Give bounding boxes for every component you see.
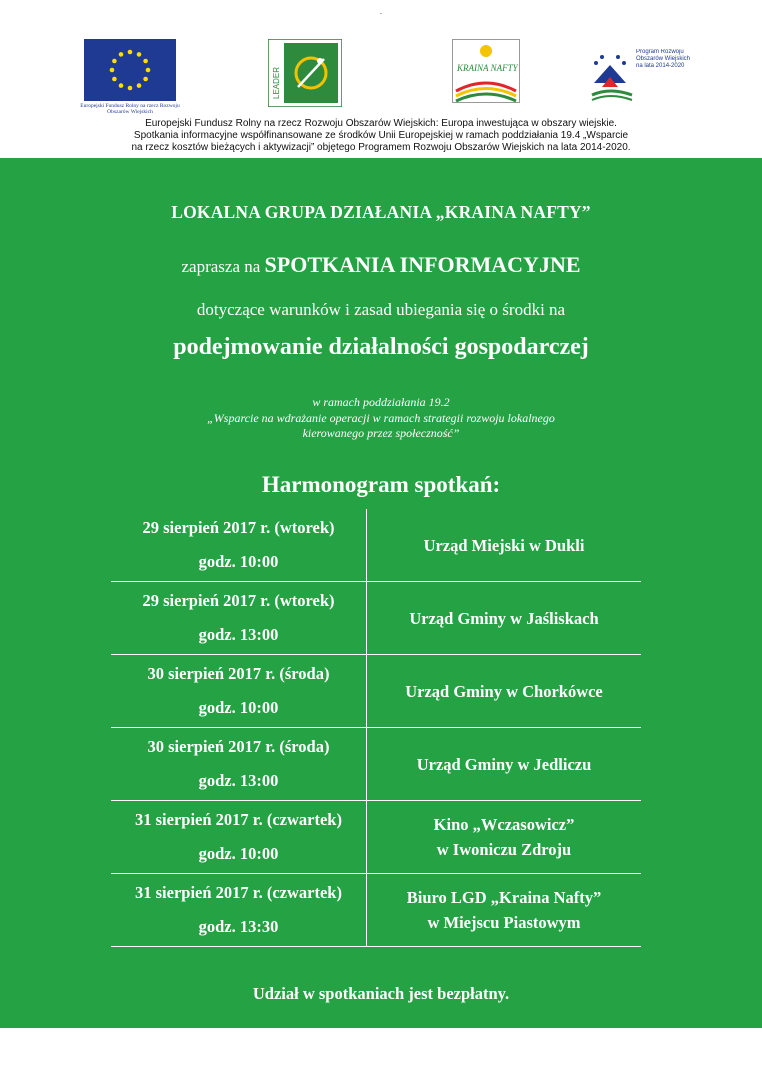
schedule-table — [111, 509, 641, 947]
topic-heading: podejmowanie działalności gospodarczej — [173, 334, 589, 360]
table-row — [111, 874, 641, 947]
subnote-line: w ramach poddziałania 19.2 — [312, 395, 450, 409]
date-cell — [111, 509, 367, 582]
meeting-place: Kino „Wczasowicz” — [433, 815, 575, 834]
meeting-time: godz. 13:30 — [198, 917, 279, 936]
meeting-date: 31 sierpień 2017 r. (czwartek) — [135, 883, 342, 902]
meeting-place: Urząd Miejski w Dukli — [423, 535, 585, 555]
meeting-place-line2: w Miejscu Piastowym — [427, 913, 581, 932]
place-cell — [367, 728, 642, 801]
date-cell — [111, 728, 367, 801]
eu-logo-caption: Europejski Fundusz Rolny na rzecz Rozwoju Obszarów Wiejskich — [80, 103, 180, 115]
subnote-line: kierowanego przez społeczność” — [302, 426, 460, 440]
meeting-date: 30 sierpień 2017 r. (środa) — [147, 737, 330, 756]
prow-logo — [588, 43, 698, 105]
table-row — [111, 728, 641, 801]
date-cell — [111, 582, 367, 655]
meeting-date: 29 sierpień 2017 r. (wtorek) — [142, 518, 335, 537]
meeting-time: godz. 13:00 — [198, 771, 279, 790]
table-row — [111, 655, 641, 728]
organization-title: LOKALNA GRUPA DZIAŁANIA „KRAINA NAFTY” — [171, 202, 591, 222]
meeting-place: Urząd Gminy w Jaśliskach — [409, 608, 599, 628]
header-dot: . — [380, 7, 382, 16]
meeting-place: Biuro LGD „Kraina Nafty” — [406, 888, 602, 907]
eu-stars-icon — [84, 39, 176, 101]
funding-line: na rzecz kosztów bieżących i aktywizacji” objętego Programem Rozwoju Obszarów Wiejskich na lata 2014-2020. — [131, 142, 631, 153]
subnote-line: „Wsparcie na wdrażanie operacji w ramach strategii rozwoju lokalnego — [207, 411, 555, 425]
kraina-nafty-logo — [452, 39, 520, 103]
kraina-logo-text: KRAINA NAFTY — [457, 63, 518, 73]
place-cell — [367, 582, 642, 655]
date-cell — [111, 655, 367, 728]
table-row — [111, 801, 641, 874]
table-row — [111, 509, 641, 582]
meeting-place: Urząd Gminy w Jedliczu — [416, 754, 592, 774]
meeting-time: godz. 10:00 — [198, 698, 279, 717]
meeting-time: godz. 10:00 — [198, 844, 279, 863]
place-cell — [367, 509, 642, 582]
place-cell — [367, 874, 642, 947]
eu-flag-logo — [84, 39, 176, 101]
leader-logo — [268, 39, 342, 107]
meeting-time: godz. 10:00 — [198, 552, 279, 571]
prow-logo-text: Program Rozwoju Obszarów Wiejskich na lata 2014-2020 — [636, 49, 691, 69]
leader-logo-text: LEADER — [272, 66, 281, 99]
free-participation-note: Udział w spotkaniach jest bezpłatny. — [252, 984, 510, 1003]
date-cell — [111, 801, 367, 874]
schedule-title: Harmonogram spotkań: — [261, 472, 501, 497]
meeting-date: 30 sierpień 2017 r. (środa) — [147, 664, 330, 683]
invitation-line — [0, 252, 762, 278]
table-row — [111, 582, 641, 655]
invite-prefix: zaprasza na — [181, 257, 265, 276]
meeting-date: 29 sierpień 2017 r. (wtorek) — [142, 591, 335, 610]
date-cell — [111, 874, 367, 947]
meeting-time: godz. 13:00 — [198, 625, 279, 644]
invite-event: SPOTKANIA INFORMACYJNE — [264, 252, 581, 277]
meeting-date: 31 sierpień 2017 r. (czwartek) — [135, 810, 342, 829]
place-cell — [367, 655, 642, 728]
funding-line: Europejski Fundusz Rolny na rzecz Rozwoju Obszarów Wiejskich: Europa inwestująca w obszary wiejskie. — [145, 118, 617, 129]
concerning-line: dotyczące warunków i zasad ubiegania się o środki na — [196, 300, 566, 319]
meeting-place: Urząd Gminy w Chorkówce — [405, 681, 603, 701]
logo-strip — [0, 37, 762, 117]
place-cell — [367, 801, 642, 874]
funding-line: Spotkania informacyjne współfinansowane ze środków Unii Europejskiej w ramach poddziałania 19.4 „Wsparcie — [133, 130, 629, 141]
meeting-place-line2: w Iwoniczu Zdroju — [436, 840, 572, 859]
main-poster — [0, 158, 762, 1028]
funding-info — [0, 118, 762, 154]
